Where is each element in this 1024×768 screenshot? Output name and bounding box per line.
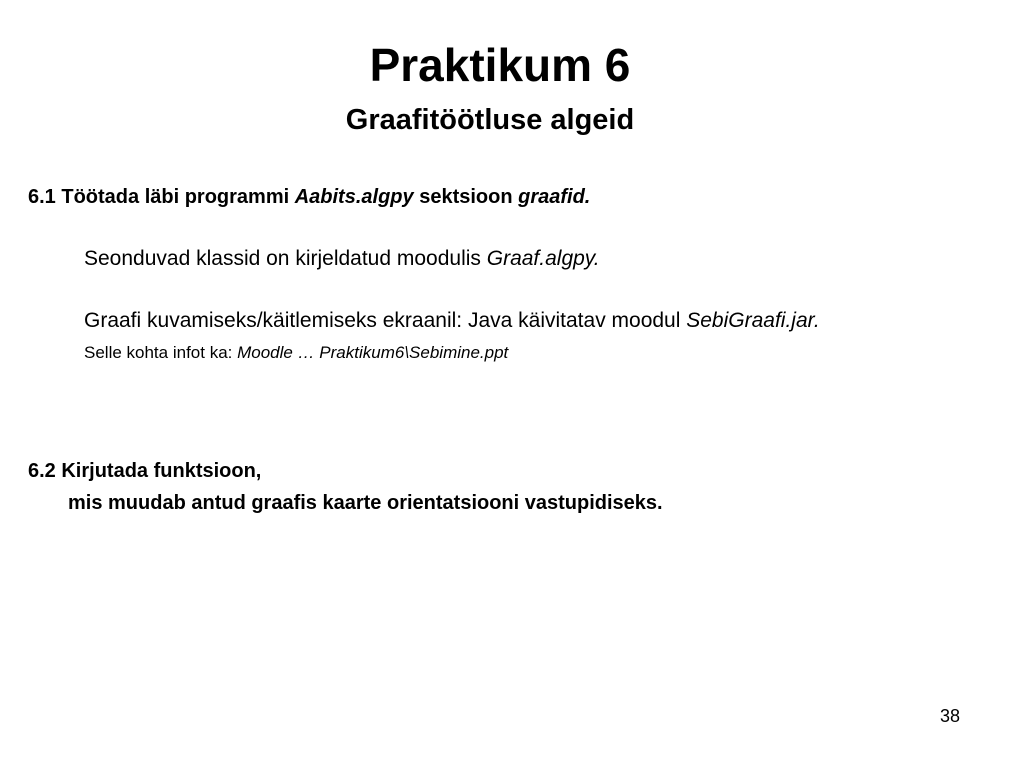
graph-module-name: Graaf.algpy. xyxy=(486,247,600,270)
task-6-1-middle: sektsioon xyxy=(413,186,519,208)
jar-module-name: SebiGraafi.jar. xyxy=(686,309,820,332)
program-name: Aabits.algpy xyxy=(294,186,414,208)
info-reference-path: Moodle … Praktikum6\Sebimine.ppt xyxy=(237,343,509,362)
display-module-note xyxy=(84,309,820,333)
task-6-1-text: 6.1 Töötada läbi programmi xyxy=(28,186,295,208)
slide-title: Praktikum 6 xyxy=(369,39,631,91)
slide-subtitle: Graafitöötluse algeid xyxy=(345,104,635,136)
task-6-2-line2: mis muudab antud graafis kaarte orientatsiooni vastupidiseks. xyxy=(68,492,663,514)
task-6-2-line1: 6.2 Kirjutada funktsioon, xyxy=(28,460,262,482)
info-reference xyxy=(84,343,508,363)
section-name: graafid. xyxy=(518,186,591,208)
related-classes-text: Seonduvad klassid on kirjeldatud moodulis xyxy=(84,247,487,270)
display-module-text: Graafi kuvamiseks/käitlemiseks ekraanil: Java käivitatav moodul xyxy=(84,309,687,332)
related-classes-note xyxy=(84,247,600,271)
info-reference-text: Selle kohta infot ka: xyxy=(84,343,238,362)
page-number: 38 xyxy=(940,706,961,726)
task-6-1 xyxy=(28,186,590,209)
